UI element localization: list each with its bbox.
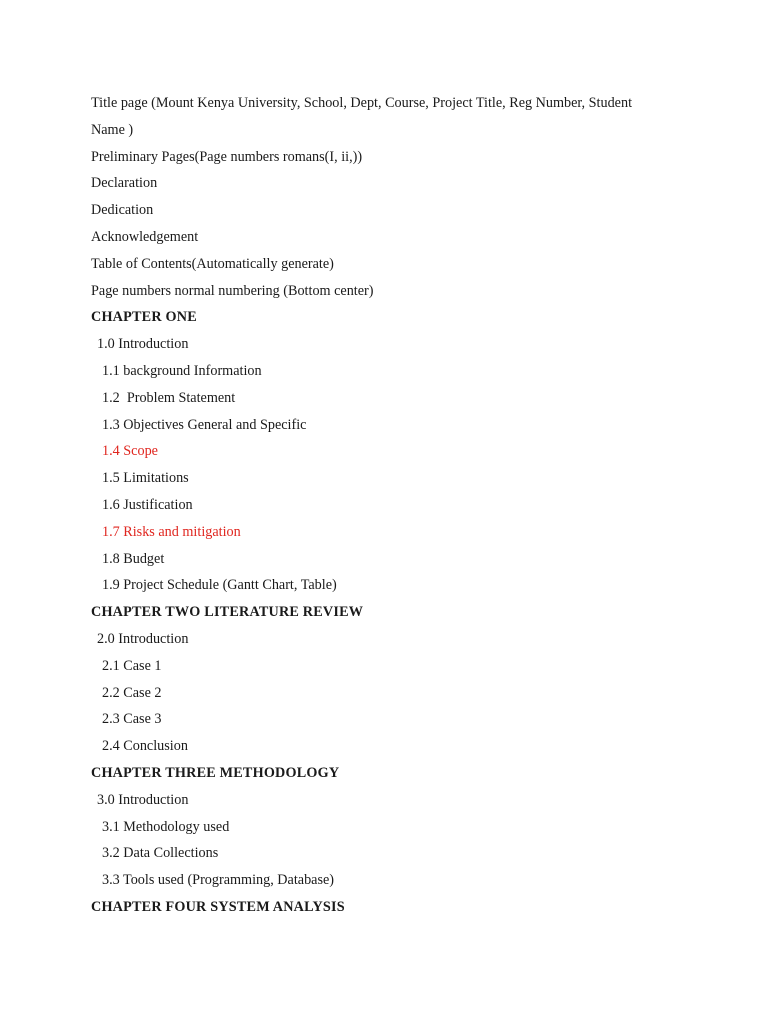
subsection-item: 3.3 Tools used (Programming, Database) [102, 872, 335, 889]
section-item: 1.0 Introduction [97, 336, 189, 353]
chapter-heading: CHAPTER FOUR SYSTEM ANALYSIS [91, 898, 345, 915]
chapter-heading: CHAPTER ONE [91, 309, 197, 326]
subsection-item: 2.1 Case 1 [102, 657, 162, 674]
subsection-item: 1.1 background Information [102, 362, 262, 379]
outline-line: Declaration [91, 175, 158, 192]
subsection-item: 1.8 Budget [102, 550, 165, 567]
subsection-item: 1.9 Project Schedule (Gantt Chart, Table) [102, 577, 337, 594]
section-item: 3.0 Introduction [97, 791, 189, 808]
subsection-item: 1.5 Limitations [102, 470, 189, 487]
subsection-item: 1.2 Problem Statement [102, 389, 236, 406]
outline-line: Table of Contents(Automatically generate) [91, 255, 334, 272]
outline-line: Name ) [91, 121, 134, 138]
subsection-item: 1.4 Scope [102, 443, 158, 460]
subsection-item: 1.6 Justification [102, 496, 193, 513]
outline-line: Dedication [91, 202, 154, 219]
outline-line: Preliminary Pages(Page numbers romans(I, ii,)) [91, 148, 363, 165]
subsection-item: 2.2 Case 2 [102, 684, 162, 701]
outline-line: Acknowledgement [91, 228, 199, 245]
subsection-item: 2.4 Conclusion [102, 738, 188, 755]
subsection-item: 3.2 Data Collections [102, 845, 219, 862]
section-item: 2.0 Introduction [97, 630, 189, 647]
subsection-item: 2.3 Case 3 [102, 711, 162, 728]
outline-line: Page numbers normal numbering (Bottom center) [91, 282, 374, 299]
outline-line: Title page (Mount Kenya University, School, Dept, Course, Project Title, Reg Number, Student [91, 95, 633, 111]
subsection-item: 1.7 Risks and mitigation [102, 523, 241, 540]
chapter-heading: CHAPTER THREE METHODOLOGY [91, 764, 340, 781]
subsection-item: 1.3 Objectives General and Specific [102, 416, 307, 433]
chapter-heading: CHAPTER TWO LITERATURE REVIEW [91, 604, 364, 621]
document-body [91, 90, 691, 921]
subsection-item: 3.1 Methodology used [102, 818, 230, 835]
